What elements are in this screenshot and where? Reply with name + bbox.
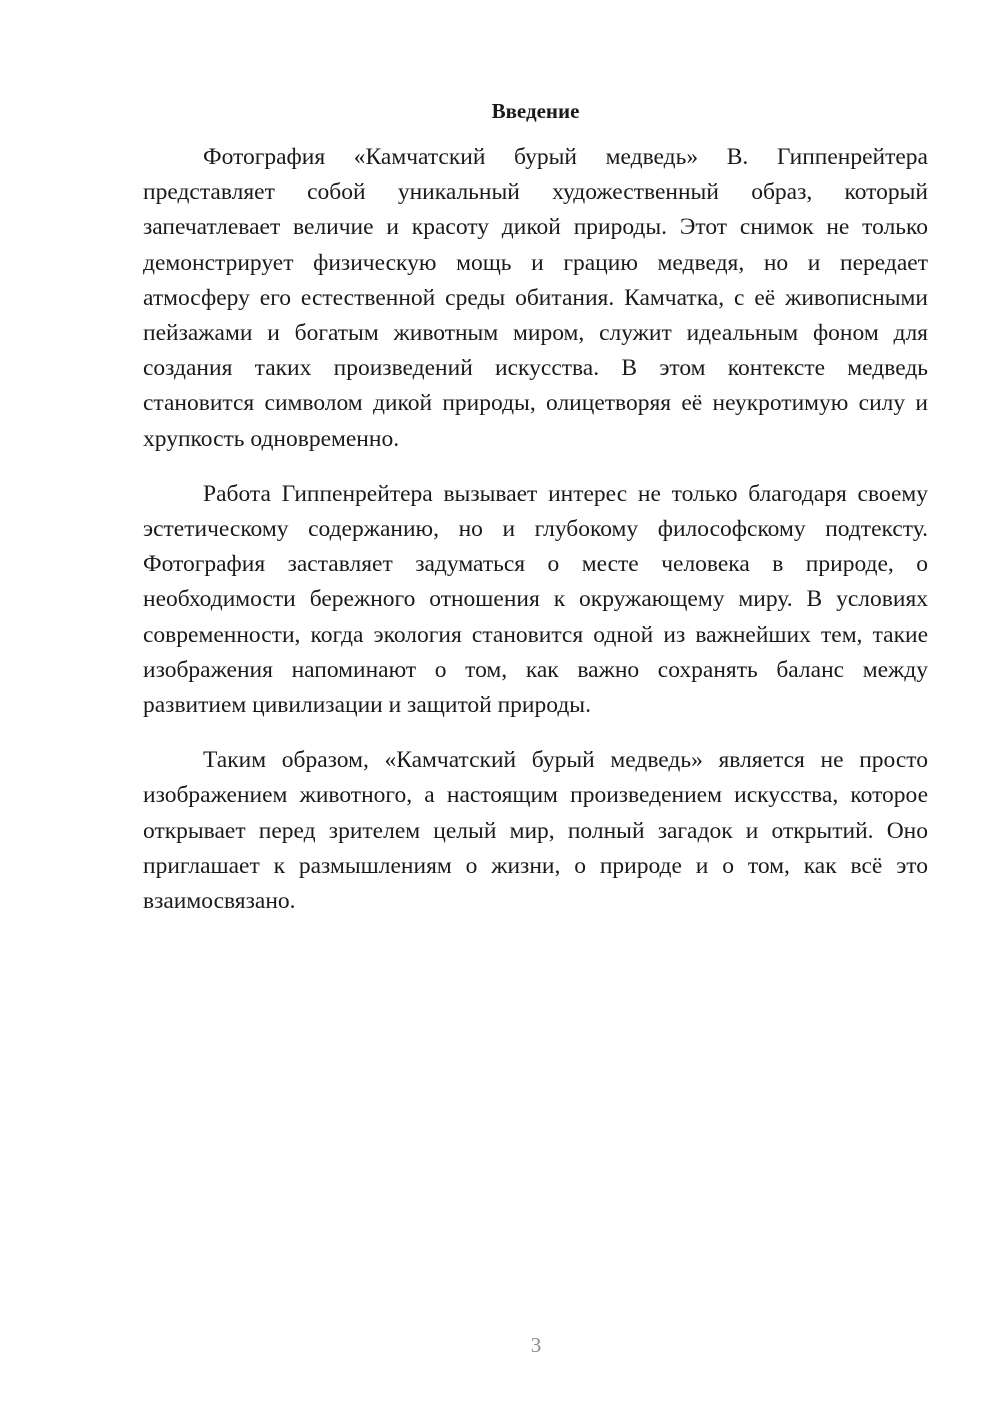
section-heading: Введение <box>491 99 580 123</box>
paragraph-1: Фотография «Камчатский бурый медведь» В. Гиппенрейтера представляет собой уникальный художественный образ, который запечатлевает величие и красоту дикой природы. Этот снимок не только демонстрирует физическую мощь и грацию медведя, но и передает атмосферу его естественной среды обитания. Камчатка, с её живописными пейзажами и богатым животным миром, служит идеальным фоном для создания таких произведений искусства. В этом контексте медведь становится символом дикой природы, олицетворяя её неукротимую силу и хрупкость одновременно. <box>143 144 928 452</box>
paragraph-2: Работа Гиппенрейтера вызывает интерес не только благодаря своему эстетическому содержанию, но и глубокому философскому подтексту. Фотография заставляет задуматься о месте человека в природе, о необходимости бережного отношения к окружающему миру. В условиях современности, когда экология становится одной из важнейших тем, такие изображения напоминают о том, как важно сохранять баланс между развитием цивилизации и защитой природы. <box>143 480 928 719</box>
page-number: 3 <box>530 1333 542 1357</box>
document-body <box>143 96 928 919</box>
paragraph-3: Таким образом, «Камчатский бурый медведь» является не просто изображением животного, а настоящим произведением искусства, которое открывает перед зрителем целый мир, полный загадок и открытий. Оно приглашает к размышлениям о жизни, о природе и о том, как всё это взаимосвязано. <box>143 747 928 915</box>
